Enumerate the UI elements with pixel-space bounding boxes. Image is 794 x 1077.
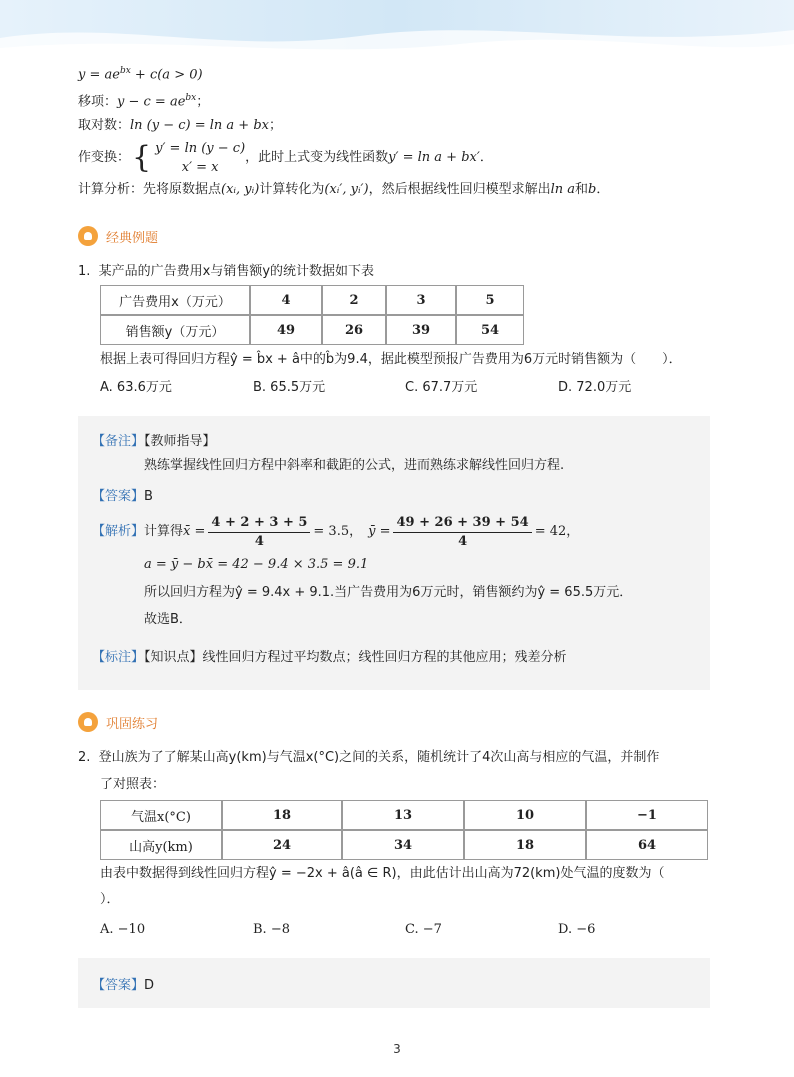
mark-line xyxy=(92,648,567,668)
choose-line: 故选B． xyxy=(144,612,192,627)
note-line xyxy=(92,432,216,452)
mark-tag: 【标注】 xyxy=(92,650,145,665)
table-row xyxy=(100,800,708,830)
question-2-text-end: ）． xyxy=(100,892,120,907)
calc-prefix: 计算得 xyxy=(144,524,184,539)
shift-label: 移项： xyxy=(78,94,118,110)
table-cell: 64 xyxy=(586,830,708,860)
transform-line xyxy=(78,138,493,178)
option-a[interactable]: A. −10 xyxy=(100,922,146,937)
ybar-fraction xyxy=(393,514,531,551)
question-number: 2. xyxy=(78,750,91,765)
question-2-stem xyxy=(78,748,659,768)
analysis-end: ． xyxy=(596,182,610,197)
lightbulb-icon xyxy=(78,712,98,732)
formula: y = ae xyxy=(78,67,120,83)
analysis-text-2: 计算转化为 xyxy=(259,182,325,197)
note-tag: 【备注】 xyxy=(92,434,145,449)
intercept-calc: a = ȳ − bx̄ = 42 − 9.4 × 3.5 = 9.1 xyxy=(144,557,369,572)
header-banner xyxy=(0,0,794,58)
question-text: 登山族为了了解某山高y(km)与气温x(°C)之间的关系，随机统计了4次山高与相应的气温，并制作 xyxy=(98,750,660,765)
shift-line xyxy=(78,88,209,112)
transform-label: 作变换： xyxy=(78,150,131,165)
option-a[interactable]: A. 63.6万元 xyxy=(100,380,172,395)
note-title: 【教师指导】 xyxy=(144,434,216,449)
ybar-result: = 42， xyxy=(534,524,580,539)
option-b[interactable]: B. 65.5万元 xyxy=(253,380,326,395)
table-cell: 4 xyxy=(250,285,322,315)
mark-body: 【知识点】线性回归方程过平均数点；线性回归方程的其他应用；残差分析 xyxy=(144,650,567,665)
section-header-practice xyxy=(78,712,158,732)
table-cell: 2 xyxy=(322,285,386,315)
page-number: 3 xyxy=(393,1042,401,1056)
transform-end: ． xyxy=(479,150,493,165)
question-1-text: 根据上表可得回归方程ŷ = b̂x + â中的b̂为9.4，据此模型预报广告费用为6万元时销售额为（ ）． xyxy=(100,352,682,367)
shift-math: y − c = ae xyxy=(117,94,186,110)
formula-exponent: bx xyxy=(119,66,131,76)
xbar-fraction xyxy=(208,514,310,551)
section-title: 经典例题 xyxy=(106,230,159,246)
analysis-tag: 【解析】 xyxy=(92,524,145,539)
transform-system xyxy=(155,139,245,177)
analysis-math-1: (xᵢ, yᵢ) xyxy=(221,182,260,197)
table-cell: 49 xyxy=(250,315,322,345)
transform-row-2: x′ = x xyxy=(181,160,219,175)
table-cell: 54 xyxy=(456,315,524,345)
question-text-cont: 了对照表： xyxy=(100,777,166,792)
table-cell: 24 xyxy=(222,830,342,860)
transform-text: ，此时上式变为线性函数 xyxy=(245,150,389,165)
data-table-q1 xyxy=(100,285,524,345)
question-number: 1. xyxy=(78,264,91,279)
analysis-math-4: b xyxy=(588,182,597,197)
answer-line-q2 xyxy=(92,976,154,996)
question-2-text: 由表中数据得到线性回归方程ŷ = −2x + â(â ∈ R)，由此估计出山高为72(km)处气温的度数为（ xyxy=(100,866,665,881)
fraction-numerator: 49 + 26 + 39 + 54 xyxy=(393,514,531,533)
log-end: ； xyxy=(269,118,283,133)
left-brace: { xyxy=(132,140,152,175)
answer-value: B xyxy=(144,489,153,504)
data-table-q2 xyxy=(100,800,708,860)
section-header-examples xyxy=(78,226,158,246)
question-text: 某产品的广告费用x与销售额y的统计数据如下表 xyxy=(98,264,375,279)
transform-row-1: y′ = ln (y − c) xyxy=(155,141,246,156)
table-cell: 18 xyxy=(464,830,586,860)
ybar-label: ȳ = xyxy=(368,524,391,539)
table-cell: 18 xyxy=(222,800,342,830)
option-d[interactable]: D. 72.0万元 xyxy=(558,380,632,395)
table-row xyxy=(100,285,524,315)
fraction-denominator: 4 xyxy=(458,533,468,549)
formula-tail: + c(a > 0) xyxy=(130,67,203,83)
table-cell: 10 xyxy=(464,800,586,830)
log-label: 取对数： xyxy=(78,118,131,133)
formula-line xyxy=(78,61,203,85)
table-cell: 26 xyxy=(322,315,386,345)
table-cell: 13 xyxy=(342,800,464,830)
option-b[interactable]: B. −8 xyxy=(253,922,290,937)
answer-line xyxy=(92,487,153,507)
shift-exponent: bx xyxy=(185,93,197,103)
option-d[interactable]: D. −6 xyxy=(558,922,596,937)
table-cell: 气温x(°C) xyxy=(100,800,222,830)
table-cell: 销售额y（万元） xyxy=(100,315,250,345)
xbar-result: = 3.5， xyxy=(313,524,363,539)
table-cell: 广告费用x（万元） xyxy=(100,285,250,315)
wave-decoration xyxy=(0,0,794,58)
section-title: 巩固练习 xyxy=(106,716,159,732)
table-cell: 39 xyxy=(386,315,456,345)
shift-end: ； xyxy=(196,94,210,110)
analysis-math-3: ln a xyxy=(550,182,576,197)
analysis-math-2: (xᵢ′, yᵢ′) xyxy=(324,182,369,197)
fraction-numerator: 4 + 2 + 3 + 5 xyxy=(208,514,310,533)
xbar-label: x̄ = xyxy=(183,524,206,539)
transform-math: y′ = ln a + bx′ xyxy=(388,150,480,165)
analysis-calc-line xyxy=(92,512,579,552)
log-math: ln (y − c) = ln a + bx xyxy=(130,118,269,133)
answer-value: D xyxy=(144,978,155,993)
table-row xyxy=(100,315,524,345)
option-c[interactable]: C. 67.7万元 xyxy=(405,380,478,395)
option-c[interactable]: C. −7 xyxy=(405,922,442,937)
table-cell: 山高y(km) xyxy=(100,830,222,860)
lightbulb-icon xyxy=(78,226,98,246)
table-cell: −1 xyxy=(586,800,708,830)
table-cell: 34 xyxy=(342,830,464,860)
analysis-text-1: 计算分析：先将原数据点 xyxy=(78,182,222,197)
analysis-text-3: ，然后根据线性回归模型求解出 xyxy=(368,182,551,197)
analysis-line xyxy=(78,180,609,200)
table-row xyxy=(100,830,708,860)
answer-tag: 【答案】 xyxy=(92,489,145,504)
fraction-denominator: 4 xyxy=(254,533,264,549)
table-cell: 5 xyxy=(456,285,524,315)
question-1-stem xyxy=(78,262,374,282)
table-cell: 3 xyxy=(386,285,456,315)
solution-panel-q2 xyxy=(78,958,710,1008)
log-line xyxy=(78,116,282,136)
analysis-text-4: 和 xyxy=(575,182,589,197)
note-body: 熟练掌握线性回归方程中斜率和截距的公式，进而熟练求解线性回归方程. xyxy=(144,458,565,473)
answer-tag: 【答案】 xyxy=(92,978,145,993)
regression-equation-line: 所以回归方程为ŷ = 9.4x + 9.1.当广告费用为6万元时，销售额约为ŷ = 65.5万元． xyxy=(144,585,633,600)
